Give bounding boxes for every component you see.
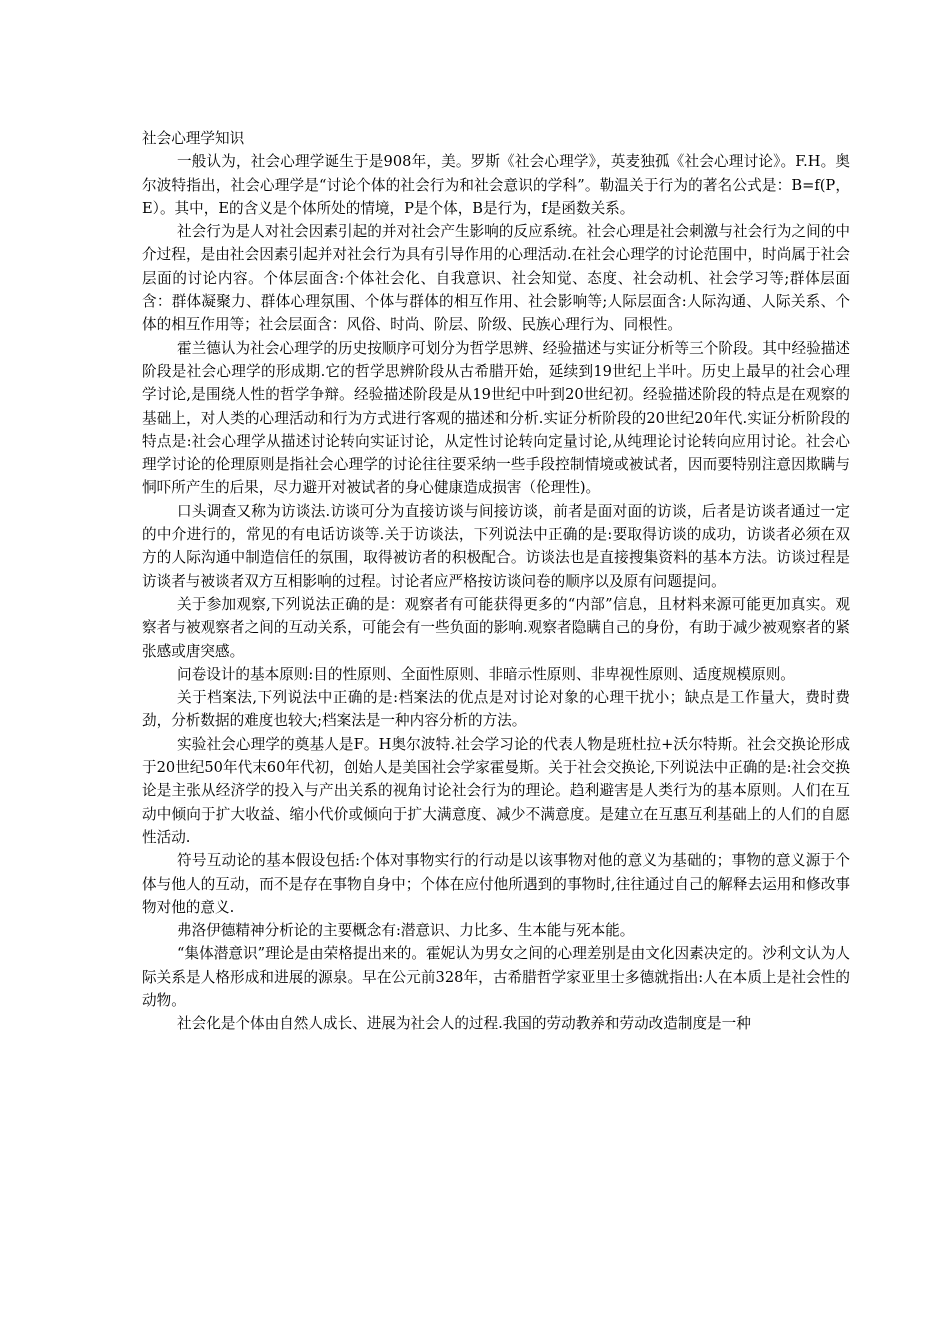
paragraph-experimental-founders: 实验社会心理学的奠基人是F。H奥尔波特.社会学习论的代表人物是班杜拉+沃尔特斯。社会交换论形成于20世纪50年代末60年代初，创始人是美国社会学家霍曼斯。关于社会交换论,下列说法中正确的是:社会交换论是主张从经济学的投入与产出关系的视角讨论社会行为的理论。趋利避害是人类行为的基本原则。人们在互动中倾向于扩大收益、缩小代价或倾向于扩大满意度、减少不满意度。是建立在互惠互利基础上的人们的自愿性活动. [142, 735, 850, 846]
document-title: 社会心理学知识 [142, 130, 245, 147]
paragraph-interview-method: 口头调查又称为访谈法.访谈可分为直接访谈与间接访谈，前者是面对面的访谈，后者是访谈者通过一定的中介进行的，常见的有电话访谈等.关于访谈法，下列说法中正确的是:要取得访谈的成功，访谈者必须在双方的人际沟通中制造信任的氛围，取得被访者的积极配合。访谈法也是直接搜集资料的基本方法。访谈过程是访谈者与被谈者双方互相影响的过程。讨论者应严格按访谈问卷的顺序以及原有问题提问。 [142, 502, 850, 590]
paragraph-collective-unconscious: “集体潜意识”理论是由荣格提出来的。霍妮认为男女之间的心理差别是由文化因素决定的。沙利文认为人际关系是人格形成和进展的源泉。早在公元前328年，古希腊哲学家亚里士多德就指出:人在本质上是社会性的动物。 [142, 945, 850, 1009]
document-body [142, 127, 850, 1036]
paragraph-archival-method: 关于档案法,下列说法中正确的是:档案法的优点是对讨论对象的心理干扰小；缺点是工作量大，费时费劲，分析数据的难度也较大;档案法是一种内容分析的方法。 [142, 689, 850, 730]
paragraph-history-stages: 霍兰德认为社会心理学的历史按顺序可划分为哲学思辨、经验描述与实证分析等三个阶段。其中经验描述阶段是社会心理学的形成期.它的哲学思辨阶段从古希腊开始，延续到19世纪上半叶。历史上最早的社会心理学讨论,是围绕人性的哲学争辩。经验描述阶段是从19世纪中叶到20世纪初。经验描述阶段的特点是在观察的基础上，对人类的心理活动和行为方式进行客观的描述和分析.实证分析阶段的20世纪20年代.实证分析阶段的特点是:社会心理学从描述讨论转向实证讨论，从定性讨论转向定量讨论,从纯理论讨论转向应用讨论。社会心理学讨论的伦理原则是指社会心理学的讨论往往要采纳一些手段控制情境或被试者，因而要特别注意因欺瞒与恫吓所产生的后果，尽力避开对被试者的身心健康造成损害（伦理性)。 [142, 339, 850, 497]
paragraph-symbolic-interaction: 符号互动论的基本假设包括:个体对事物实行的行动是以该事物对他的意义为基础的；事物的意义源于个体与他人的互动，而不是存在事物自身中；个体在应付他所遇到的事物时,往往通过自己的解释去运用和修改事物对他的意义. [142, 852, 850, 916]
paragraph-socialization: 社会化是个体由自然人成长、进展为社会人的过程.我国的劳动教养和劳动改造制度是一种 [177, 1015, 751, 1033]
paragraph-origin: 一般认为，社会心理学诞生于是908年，美。罗斯《社会心理学》，英麦独孤《社会心理讨论》。F.H。奥尔波特指出，社会心理学是“讨论个体的社会行为和社会意识的学科”。勒温关于行为的著名公式是：B=f(P，E）。其中，E的含义是个体所处的情境，P是个体，B是行为，f是函数关系。 [142, 153, 850, 217]
paragraph-questionnaire-principles: 问卷设计的基本原则:目的性原则、全面性原则、非暗示性原则、非卑视性原则、适度规模原则。 [177, 665, 795, 683]
paragraph-participant-observation: 关于参加观察,下列说法正确的是：观察者有可能获得更多的“内部”信息，且材料来源可能更加真实。观察者与被观察者之间的互动关系，可能会有一些负面的影响.观察者隐瞒自己的身份，有助于减少被观察者的紧张感或唐突感。 [142, 595, 850, 660]
paragraph-social-behavior: 社会行为是人对社会因素引起的并对社会产生影响的反应系统。社会心理是社会刺激与社会行为之间的中介过程，是由社会因素引起并对社会行为具有引导作用的心理活动.在社会心理学的讨论范围中，时尚属于社会层面的讨论内容。个体层面含:个体社会化、自我意识、社会知觉、态度、社会动机、社会学习等;群体层面含：群体凝聚力、群体心理氛围、个体与群体的相互作用、社会影响等;人际层面含:人际沟通、人际关系、个体的相互作用等；社会层面含：风俗、时尚、阶层、阶级、民族心理行为、同根性。 [142, 223, 850, 334]
paragraph-psychoanalysis: 弗洛伊德精神分析论的主要概念有:潜意识、力比多、生本能与死本能。 [177, 922, 635, 940]
